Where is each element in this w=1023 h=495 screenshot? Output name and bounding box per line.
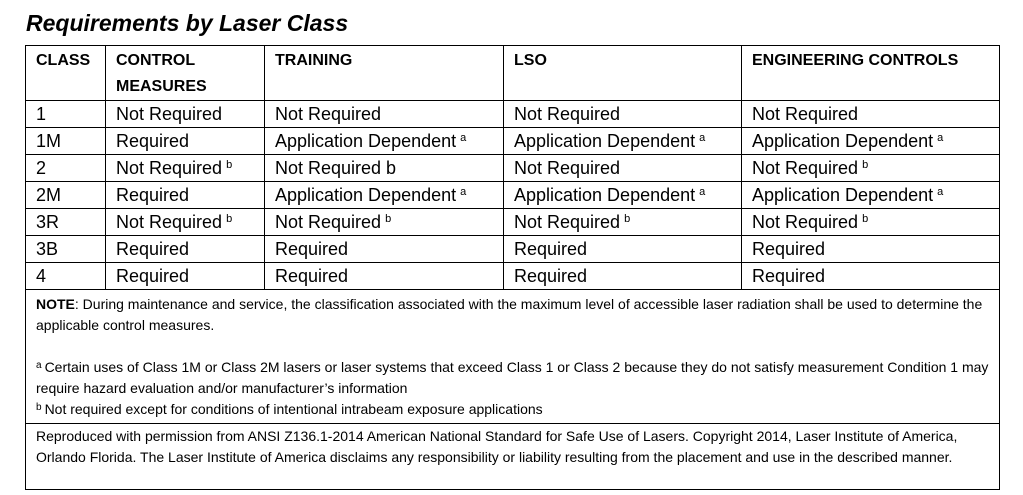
header-lso: LSO	[504, 46, 742, 101]
cell-text: Not Required	[514, 104, 621, 124]
cell-text: Application Dependent	[514, 185, 696, 205]
cell-training	[265, 128, 504, 155]
footnote-b-text: Not required except for conditions of intentional intrabeam exposure applications	[44, 401, 543, 417]
cell-text: Required	[116, 239, 190, 259]
footnote-b	[36, 399, 989, 420]
cell-text: Required	[275, 239, 349, 259]
header-class: CLASS	[26, 46, 106, 101]
note-row	[26, 290, 1000, 424]
cell-training	[265, 182, 504, 209]
footnote-marker: a	[460, 186, 467, 198]
header-training: TRAINING	[265, 46, 504, 101]
header-engineering-controls: ENGINEERING CONTROLS	[742, 46, 1000, 101]
cell-text: Required	[752, 266, 826, 286]
cell-text: Application Dependent	[752, 185, 934, 205]
cell-control-measures	[106, 155, 265, 182]
cell-text: 1M	[36, 131, 62, 151]
table-body	[26, 101, 1000, 290]
cell-class	[26, 209, 106, 236]
cell-class	[26, 128, 106, 155]
footnote-marker: a	[460, 132, 467, 144]
cell-lso	[504, 182, 742, 209]
cell-text: Not Required	[275, 212, 382, 232]
cell-text: Required	[116, 185, 190, 205]
document-title: Requirements by Laser Class	[26, 10, 349, 36]
cell-training	[265, 209, 504, 236]
table-row	[26, 101, 1000, 128]
cell-text: Required	[752, 239, 826, 259]
cell-control-measures	[106, 209, 265, 236]
cell-engineering-controls	[742, 155, 1000, 182]
cell-text: 2M	[36, 185, 62, 205]
table-row	[26, 263, 1000, 290]
footnote-marker: b	[624, 213, 631, 225]
cell-control-measures	[106, 182, 265, 209]
cell-control-measures	[106, 128, 265, 155]
cell-class	[26, 101, 106, 128]
table-row	[26, 155, 1000, 182]
cell-lso	[504, 128, 742, 155]
table-row	[26, 236, 1000, 263]
cell-lso	[504, 236, 742, 263]
reproduction-row	[26, 424, 1000, 490]
header-control-measures: CONTROL MEASURES	[106, 46, 265, 101]
footnote-a-text: Certain uses of Class 1M or Class 2M lasers or laser systems that exceed Class 1 or Class 2 because they do not satisfy measurement Condition 1 may require hazard evaluation and/or manufacturer’s information	[36, 359, 989, 396]
laser-class-requirements-table	[25, 45, 1000, 490]
cell-engineering-controls	[742, 236, 1000, 263]
cell-training	[265, 155, 504, 182]
cell-text: Application Dependent	[752, 131, 934, 151]
cell-engineering-controls	[742, 182, 1000, 209]
cell-text: Not Required	[116, 104, 223, 124]
cell-text: Required	[116, 266, 190, 286]
cell-text: 1	[36, 104, 47, 124]
cell-lso	[504, 209, 742, 236]
cell-engineering-controls	[742, 128, 1000, 155]
reproduction-notice: Reproduced with permission from ANSI Z136.1-2014 American National Standard for Safe Use of Lasers. Copyright 2014, Laser Institute of America, Orlando Florida. The Laser Institute of America disclaims any responsibility or liability resulting from the placement and use in the described manner.	[26, 424, 1000, 490]
table-row	[26, 209, 1000, 236]
cell-text: Not Required	[275, 104, 382, 124]
cell-class	[26, 182, 106, 209]
cell-lso	[504, 101, 742, 128]
note-label: NOTE	[36, 296, 75, 312]
footnote-marker: b	[862, 213, 869, 225]
footnote-marker: b	[862, 159, 869, 171]
cell-text: Required	[514, 239, 588, 259]
footnote-marker: a	[699, 132, 706, 144]
footnote-b-mark: b	[36, 402, 42, 413]
note-cell	[26, 290, 1000, 424]
cell-text: 2	[36, 158, 47, 178]
cell-class	[26, 236, 106, 263]
cell-text: Not Required	[116, 212, 223, 232]
note-paragraph	[36, 294, 989, 336]
table-row	[26, 128, 1000, 155]
cell-text: Application Dependent	[275, 185, 457, 205]
footnote-marker: a	[937, 132, 944, 144]
cell-text: 3B	[36, 239, 59, 259]
table-row	[26, 182, 1000, 209]
cell-training	[265, 101, 504, 128]
cell-engineering-controls	[742, 101, 1000, 128]
cell-lso	[504, 263, 742, 290]
cell-text: Not Required	[752, 158, 859, 178]
footnote-marker: a	[699, 186, 706, 198]
cell-training	[265, 236, 504, 263]
cell-class	[26, 263, 106, 290]
cell-class	[26, 155, 106, 182]
footnote-marker: b	[385, 213, 392, 225]
table-header-row	[26, 46, 1000, 101]
footnote-a	[36, 357, 989, 399]
footnote-marker: b	[226, 213, 233, 225]
cell-text: Not Required	[752, 212, 859, 232]
cell-text: Not Required	[514, 212, 621, 232]
cell-text: Application Dependent	[514, 131, 696, 151]
cell-text: 3R	[36, 212, 60, 232]
cell-control-measures	[106, 263, 265, 290]
cell-lso	[504, 155, 742, 182]
note-text: : During maintenance and service, the classification associated with the maximum level of accessible laser radiation shall be used to determine the applicable control measures.	[36, 296, 983, 333]
cell-text: Not Required	[752, 104, 859, 124]
cell-engineering-controls	[742, 263, 1000, 290]
cell-text: Not Required	[116, 158, 223, 178]
cell-training	[265, 263, 504, 290]
footnote-marker: b	[226, 159, 233, 171]
cell-text: Required	[514, 266, 588, 286]
footnote-a-mark: a	[36, 360, 42, 371]
cell-text: Not Required	[514, 158, 621, 178]
cell-text: 4	[36, 266, 47, 286]
cell-control-measures	[106, 101, 265, 128]
cell-engineering-controls	[742, 209, 1000, 236]
cell-text: Required	[116, 131, 190, 151]
cell-control-measures	[106, 236, 265, 263]
footnote-marker: a	[937, 186, 944, 198]
cell-text: Not Required b	[275, 158, 397, 178]
cell-text: Application Dependent	[275, 131, 457, 151]
cell-text: Required	[275, 266, 349, 286]
